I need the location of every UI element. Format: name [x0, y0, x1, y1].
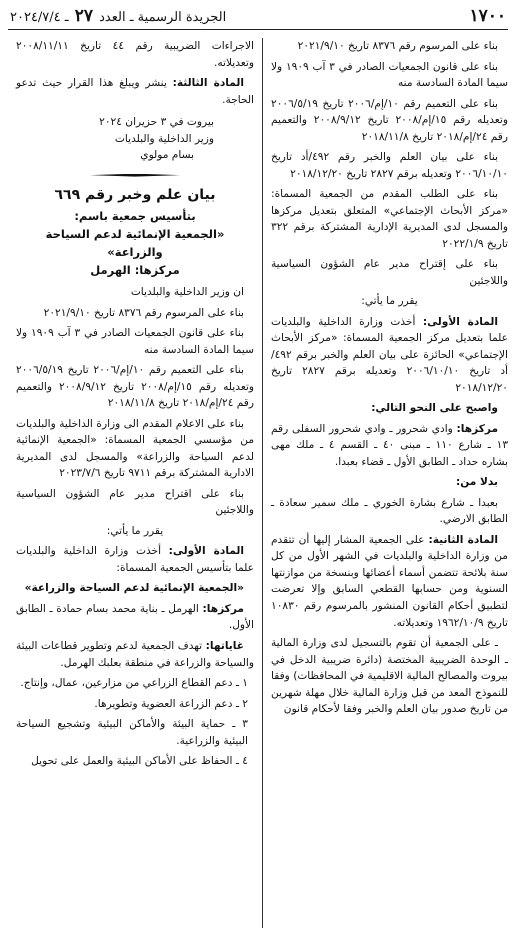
- page-number: ١٧٠٠: [469, 6, 506, 26]
- article-1: [16, 543, 254, 576]
- instead-label: بدلا من:: [455, 476, 498, 489]
- gazette-name: الجريدة الرسمية ـ العدد: [99, 10, 227, 25]
- section-divider: [90, 172, 180, 179]
- paragraph: بناء على قانون الجمعيات الصادر في ٣ آب ١٩٠٩ ولا سيما المادة السادسة منه: [271, 60, 508, 90]
- article-1: [271, 314, 508, 397]
- signature-place-date: بيروت في ٣ حزيران ٢٠٢٤: [99, 116, 214, 129]
- hq-label: مركزها:: [456, 422, 499, 435]
- association-hq-detail: [16, 601, 254, 634]
- paragraph: بناء على قانون الجمعيات الصادر في ٣ آب ١٩٠٩ ولا سيما المادة السادسة منه: [16, 327, 254, 356]
- article-text: على الجمعية المشار إليها أن تتقدم من وزارة الداخلية والبلديات في الشهر الأول من كل سنة بلائحة تتضمن أسماء أعضائها وبنسخة من موازنتها السنوية ومن حسابها القطعي السابق وإلا تعرضت لتطبيق أحكام القانون المنشور بالمرسوم رقم ١٠٨٣٠ تاريخ ١٩٦٢/١٠/٩ وتعديلاته.: [271, 533, 508, 629]
- goals: [16, 638, 254, 671]
- article-label: المادة الأولى:: [168, 545, 245, 558]
- paragraph: بناء على بيان العلم والخبر رقم ٤٩٢/أد تاريخ ٢٠٠٦/١٠/١٠ وتعديله برقم ٢٨٢٧ تاريخ ٢٠١٨/١٢/٢٠: [271, 151, 508, 180]
- goal-item: ٢ ـ دعم الزراعة العضوية وتطويرها.: [94, 697, 248, 710]
- notice-subtitle: بتأسيس جمعية باسم:: [74, 209, 196, 224]
- paragraph: بناء على اقتراح مدير عام الشؤون السياسية واللاجئين: [16, 487, 254, 517]
- association-name-2: «الجمعية الإنمائية لدعم السياحة والزراعة»: [24, 582, 244, 595]
- hq-text: الهرمل ـ بناية محمد بسام حمادة ـ الطابق الأول.: [16, 602, 254, 632]
- paragraph: بناء على إقتراح مدير عام الشؤون السياسية واللاجئين: [271, 258, 508, 287]
- signature-name: بسام مولوي: [140, 149, 194, 162]
- decides-line: يقرر ما يأتي:: [106, 524, 164, 537]
- decides-line: يقرر ما يأتي:: [361, 295, 418, 308]
- goal-item: ١ ـ دعم القطاع الزراعي من مزارعين، عمال، وإنتاج.: [20, 677, 248, 690]
- article-text: ينشر ويبلغ هذا القرار حيث تدعو الحاجة.: [16, 77, 254, 106]
- article-text: أخذت وزارة الداخلية والبلديات علما بتأسيس الجمعية المسماة:: [16, 545, 254, 574]
- left-column: [16, 38, 262, 928]
- hq-label: مركزها:: [202, 602, 244, 615]
- new-hq: [271, 421, 508, 471]
- goal-item: ٣ ـ حماية البيئة والأماكن البيئية وتشجيع السياحة البيئية والزراعية.: [16, 718, 248, 747]
- article-2: [271, 532, 508, 631]
- old-hq: بعبدا ـ شارع بشارة الخوري ـ ملك سمير سعادة ـ الطابق الارضي.: [271, 496, 508, 526]
- hq-text: وادي شحرور ـ وادي شحرور السفلى رقم ١٣ ـ شارع ١١٠ ـ مبنى ٤٠ ـ القسم ٤ ـ ملك مهى بشاره حداد ـ الطابق الأول ـ قضاء بعبدا.: [271, 422, 509, 468]
- article-label: المادة الثالثة:: [172, 77, 244, 90]
- right-column: [262, 38, 508, 928]
- signature-block: [16, 114, 254, 164]
- association-hq: مركزها: الهرمل: [90, 263, 180, 278]
- paragraph: بناء على التعميم رقم ١٠/إم/٢٠٠٦ تاريخ ٢٠٠٦/٥/١٩ وتعديله رقم ١٥/إم/٢٠٠٨ تاريخ ٢٠٠٨/٩/١٢ والتعميم رقم ٢٤/إم/٢٠١٨ تاريخ ٢٠١٨/١١/٨: [16, 364, 254, 410]
- paragraph: بناء على الطلب المقدم من الجمعية المسماة: «مركز الأبحاث الإجتماعي» المتعلق بتعديل مركزها والمسجل لدى المديرية الإدارية المشتركة برقم ٣٢٢ تاريخ ٢٠٢٢/١/٩: [271, 188, 508, 250]
- notice-title: بيان علم وخبر رقم ٦٦٩: [54, 186, 216, 203]
- minister-line: ان وزير الداخلية والبلديات: [130, 286, 244, 299]
- page-header: [8, 6, 508, 30]
- becomes-line: واصبح على النحو التالي:: [371, 402, 498, 415]
- paragraph: بناء على التعميم رقم ١٠/إم/٢٠٠٦ تاريخ ٢٠٠٦/٥/١٩ وتعديله رقم ١٥/إم/٢٠٠٨ تاريخ ٢٠٠٨/٩/١٢ والتعميم رقم ٢٤/إم/٢٠١٨ تاريخ ٢٠١٨/١١/٨: [271, 97, 508, 143]
- issue-number: ٢٧: [74, 6, 93, 26]
- signature-title: وزير الداخلية والبلديات: [114, 132, 214, 145]
- goal-item: ٤ ـ الحفاظ على الأماكن البيئية والعمل على تحويل: [31, 755, 248, 768]
- paragraph: بناء على المرسوم رقم ٨٣٧٦ تاريخ ٢٠٢١/٩/١٠: [297, 40, 498, 52]
- issue-date: ٢٠٢٤/٧/٤: [10, 10, 61, 25]
- paragraph: بناء على المرسوم رقم ٨٣٧٦ تاريخ ٢٠٢١/٩/١٠: [43, 306, 244, 319]
- paragraph: بناء على الاعلام المقدم الى وزارة الداخلية والبلديات من مؤسسي الجمعية المسماة: «الجمعية الإنمائية لدعم السياحة والزراعة» والمسجل لدى المديرية الادارية المشتركة برقم ٩٧١١ تاريخ ٢٠٢٣/٧/٦: [16, 417, 254, 480]
- article-3: [16, 75, 254, 108]
- association-name: «الجمعية الإنمائية لدعم السياحة والزراعة»: [45, 227, 225, 260]
- article-label: المادة الثانية:: [428, 533, 498, 546]
- article-label: المادة الأولى:: [422, 315, 498, 328]
- article-text: أخذت وزارة الداخلية والبلديات علما بتعديل مركز الجمعية المسماة: «مركز الأبحاث الإجتماعي» الحائزة على بيان العلم والخبر برقم ٤٩٢/أد تاريخ ٢٠٠٦/١٠/١٠ وتعديله برقم ٢٨٢٧ تاريخ ٢٠١٨/١٢/٢٠: [271, 315, 508, 394]
- columns: [8, 38, 508, 928]
- goals-label: غاياتها:: [205, 639, 244, 652]
- goals-text: تهدف الجمعية لدعم وتطوير قطاعات البيئة والسياحة والزراعة في منطقة بعلبك الهرمل.: [16, 639, 254, 669]
- paragraph: الاجراءات الضريبية رقم ٤٤ تاريخ ٢٠٠٨/١١/١١ وتعديلاته.: [16, 40, 254, 69]
- gazette-title: الجريدة الرسمية ـ العدد ٢٧ ـ ٢٠٢٤/٧/٤: [10, 6, 227, 26]
- obligation-paragraph: ـ على الجمعية أن تقوم بالتسجيل لدى وزارة المالية ـ الوحدة الضريبية المختصة (دائرة ضريبية الدخل في بيروت والمصالح المالية الاقليمية في المحافظات) وفقا للنموذج المعد من قبل وزارة المالية خلال مهلة شهرين من تاريخ صدور بيان العلم والخبر وفقا لأحكام قانون: [271, 637, 508, 716]
